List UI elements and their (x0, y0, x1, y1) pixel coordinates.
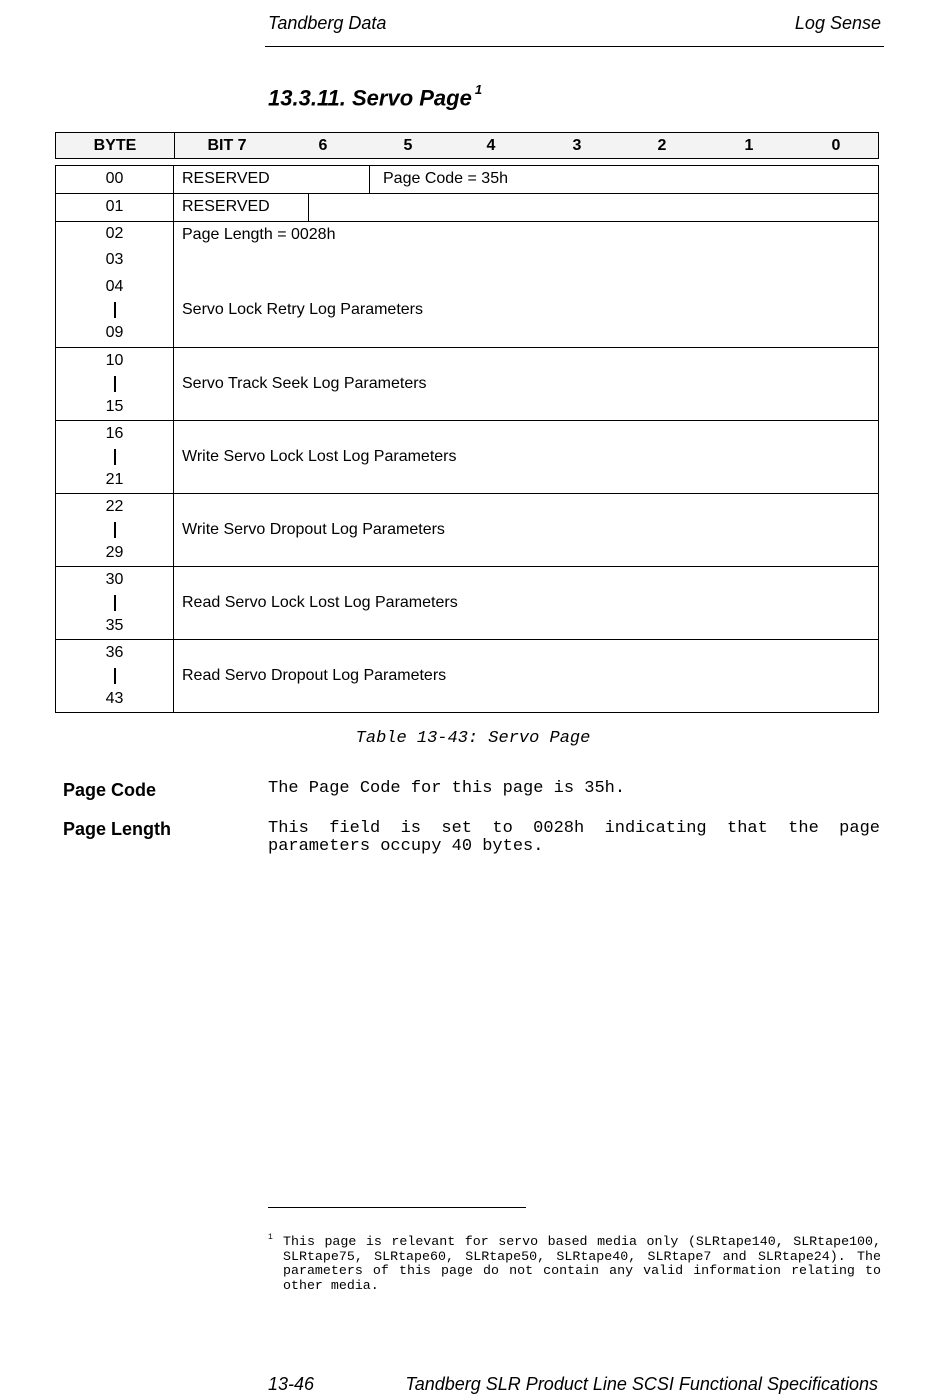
field-divider (308, 194, 309, 221)
bit-4-header: 4 (486, 137, 496, 154)
byte-end: 03 (105, 251, 124, 268)
footnote-mark: 1 (268, 1233, 273, 1242)
bit-7-header: BIT 7 (207, 137, 247, 154)
bit-1-header: 1 (744, 137, 754, 154)
header-left: Tandberg Data (268, 13, 387, 33)
byte-end: 35 (105, 617, 124, 634)
header-rule (265, 46, 884, 47)
parameter-label: Read Servo Dropout Log Parameters (182, 667, 447, 684)
table-row-range (56, 347, 878, 420)
bit-3-header: 3 (572, 137, 582, 154)
byte-end: 15 (105, 398, 124, 415)
byte-end: 43 (105, 690, 124, 707)
table-row-range (56, 493, 878, 566)
table-row-range (56, 639, 878, 712)
section-title (268, 82, 483, 111)
table-row-range (56, 566, 878, 639)
range-bar (114, 668, 116, 684)
bit-0-header: 0 (831, 137, 841, 154)
byte-range-cell (56, 348, 174, 420)
bit-6-header: 6 (318, 137, 328, 154)
page-code-field: Page Code = 35h (383, 170, 508, 187)
byte-range-cell (56, 274, 174, 347)
range-bar (114, 302, 116, 318)
field-divider (369, 166, 370, 193)
range-bar (114, 376, 116, 392)
range-bar (114, 595, 116, 611)
bit-header-divider (174, 133, 175, 158)
term-page-code: Page Code (63, 780, 157, 800)
definition-page-length: This field is set to 0028h indicating that the page parameters occupy 40 bytes. (268, 819, 880, 856)
bit-2-header: 2 (657, 137, 667, 154)
range-bar (114, 522, 116, 538)
byte-range-cell (56, 567, 174, 639)
parameter-label: Read Servo Lock Lost Log Parameters (182, 594, 458, 611)
page-length-field: Page Length = 0028h (182, 226, 336, 243)
table-row-02-03 (56, 221, 878, 274)
byte-start: 36 (105, 644, 124, 661)
parameter-label: Write Servo Dropout Log Parameters (182, 521, 445, 538)
byte-column-header: BYTE (93, 137, 137, 154)
byte-start: 16 (105, 425, 124, 442)
bit-5-header: 5 (403, 137, 413, 154)
table-row-range (56, 274, 878, 347)
byte-range-cell (56, 421, 174, 493)
footnote-text: This page is relevant for servo based media only (SLRtape140, SLRtape100, SLRtape75, SLRtape60, SLRtape50, SLRtape40, SLRtape7 and SLRtape24). The parameters of this page do not contain any valid information relating to other media. (283, 1234, 881, 1293)
byte-end: 21 (105, 471, 124, 488)
header-right: Log Sense (794, 13, 881, 33)
range-bar (114, 449, 116, 465)
byte-start: 10 (105, 352, 124, 369)
byte-end: 29 (105, 544, 124, 561)
byte-range-cell (56, 494, 174, 566)
section-title-text: 13.3.11. Servo Page (268, 85, 472, 111)
byte-start: 30 (105, 571, 124, 588)
parameter-label: Servo Lock Retry Log Parameters (182, 301, 423, 318)
parameter-label: Servo Track Seek Log Parameters (182, 375, 427, 392)
term-page-length: Page Length (63, 819, 172, 839)
bit-header-row (55, 132, 879, 159)
byte-range-cell (56, 640, 174, 712)
table-row-01 (56, 193, 878, 221)
parameter-label: Write Servo Lock Lost Log Parameters (182, 448, 457, 465)
footer-title: Tandberg SLR Product Line SCSI Functional Specifications (405, 1374, 878, 1394)
footnote-rule (268, 1207, 526, 1208)
footnote-reference: 1 (474, 82, 483, 97)
table-row-00 (56, 166, 878, 193)
reserved-field: RESERVED (182, 170, 270, 187)
byte-start: 02 (105, 225, 124, 242)
byte-range-cell (56, 222, 174, 274)
table-caption: Table 13-43: Servo Page (355, 729, 591, 748)
byte-cell: 00 (56, 166, 174, 193)
servo-page-table (55, 165, 879, 713)
definition-page-code: The Page Code for this page is 35h. (268, 779, 626, 798)
table-row-range (56, 420, 878, 493)
byte-start: 04 (105, 278, 124, 295)
byte-start: 22 (105, 498, 124, 515)
byte-cell: 01 (56, 194, 174, 221)
reserved-field: RESERVED (182, 198, 270, 215)
footer-page-number: 13-46 (268, 1374, 315, 1394)
byte-end: 09 (105, 324, 124, 341)
